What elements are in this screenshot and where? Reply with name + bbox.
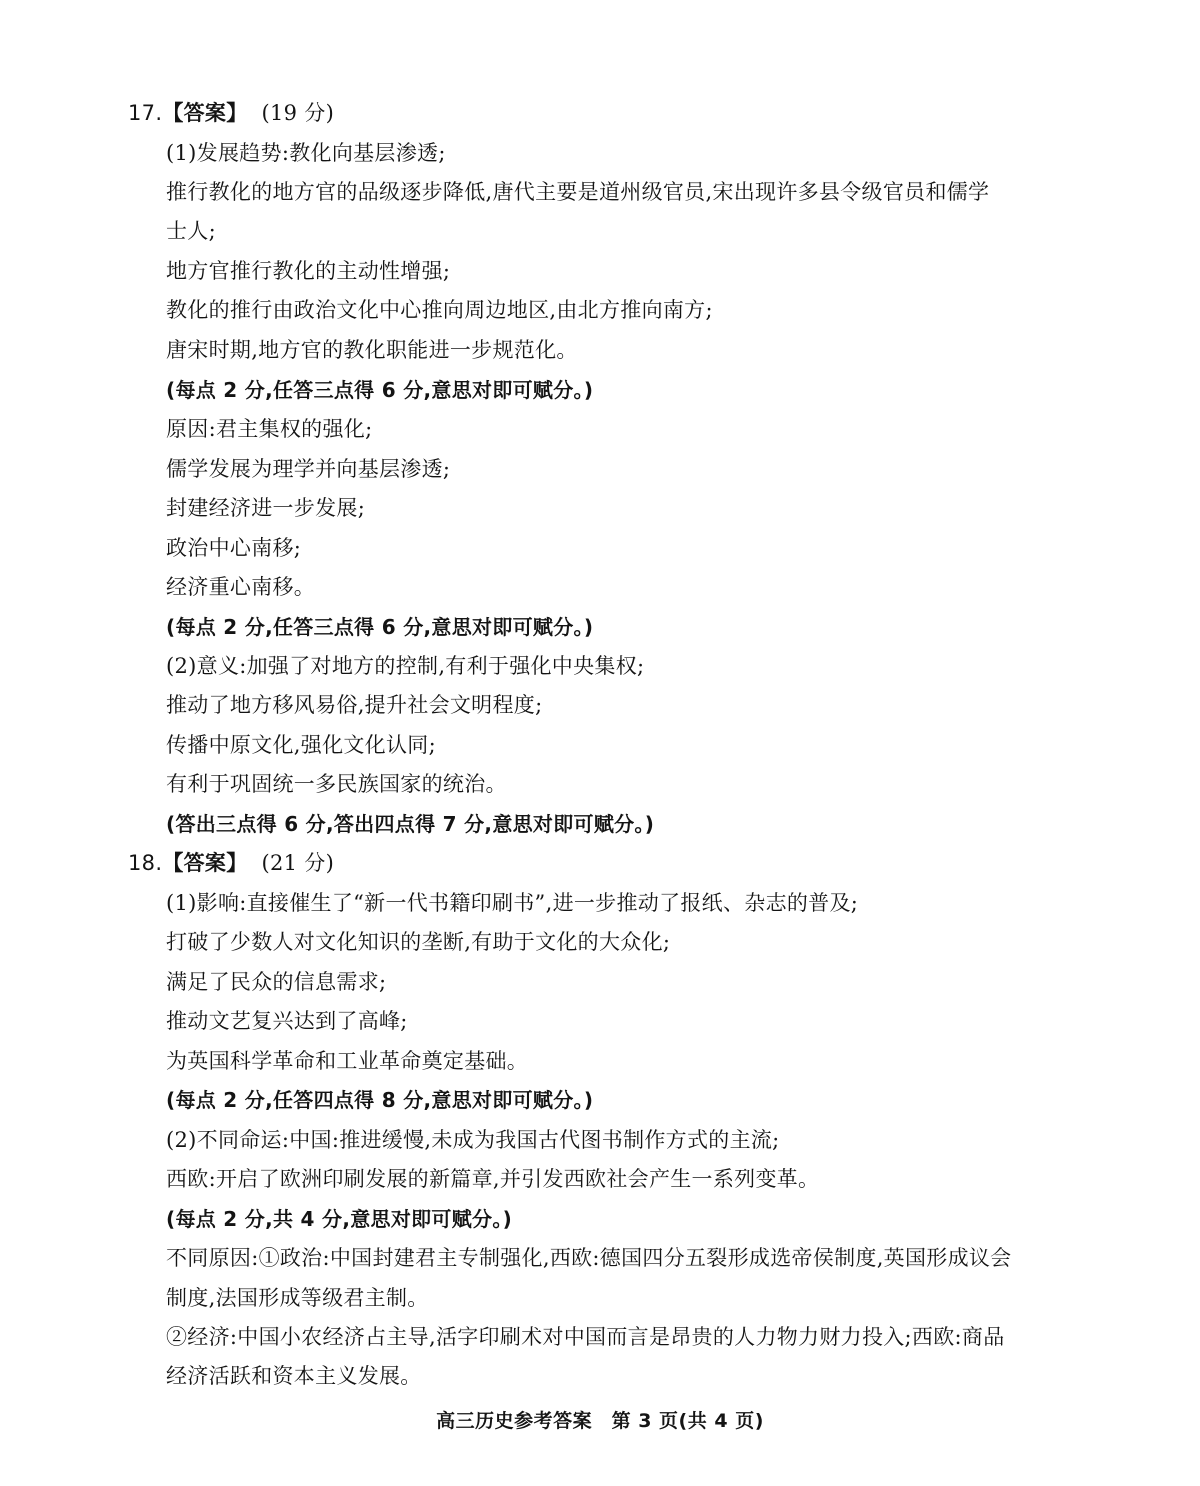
q17-line: (2)意义:加强了对地方的控制,有利于强化中央集权; xyxy=(166,654,645,678)
q18-number: 18. xyxy=(128,851,163,875)
q17-line: 经济重心南移。 xyxy=(166,575,316,599)
q17-scoring-note: (答出三点得 6 分,答出四点得 7 分,意思对即可赋分。) xyxy=(166,812,655,836)
q17-scoring-note: (每点 2 分,任答三点得 6 分,意思对即可赋分。) xyxy=(166,615,594,639)
q18-line: (2)不同命运:中国:推进缓慢,未成为我国古代图书制作方式的主流; xyxy=(166,1128,780,1152)
q17-number: 17. xyxy=(128,101,163,125)
q17-line: 地方官推行教化的主动性增强; xyxy=(166,259,451,283)
q17-points: (19 分) xyxy=(261,101,335,125)
q17-line: 政治中心南移; xyxy=(166,536,302,560)
q18-line: 经济活跃和资本主义发展。 xyxy=(166,1364,422,1388)
q18-points: (21 分) xyxy=(261,851,335,875)
q17-header xyxy=(128,100,1038,126)
q18-answer-label: 【答案】 xyxy=(162,851,248,875)
q18-header xyxy=(128,850,1038,876)
q18-line: 制度,法国形成等级君主制。 xyxy=(166,1286,429,1310)
q17-scoring-note: (每点 2 分,任答三点得 6 分,意思对即可赋分。) xyxy=(166,378,594,402)
q17-line: 有利于巩固统一多民族国家的统治。 xyxy=(166,772,507,796)
q18-line: 打破了少数人对文化知识的垄断,有助于文化的大众化; xyxy=(166,930,671,954)
q18-line: 不同原因:①政治:中国封建君主专制强化,西欧:德国四分五裂形成选帝侯制度,英国形成议会 xyxy=(166,1246,1012,1270)
q18-line: (1)影响:直接催生了“新一代书籍印刷书”,进一步推动了报纸、杂志的普及; xyxy=(166,891,859,915)
q17-line: 推动了地方移风易俗,提升社会文明程度; xyxy=(166,693,543,717)
q17-line: 唐宋时期,地方官的教化职能进一步规范化。 xyxy=(166,338,578,362)
q17-line: 原因:君主集权的强化; xyxy=(166,417,373,441)
q17-line: 封建经济进一步发展; xyxy=(166,496,366,520)
q18-scoring-note: (每点 2 分,任答四点得 8 分,意思对即可赋分。) xyxy=(166,1088,594,1112)
q18-line: 推动文艺复兴达到了高峰; xyxy=(166,1009,408,1033)
q17-answer-label: 【答案】 xyxy=(162,101,248,125)
page-footer: 高三历史参考答案 第 3 页(共 4 页) xyxy=(436,1410,764,1432)
q17-line: 士人; xyxy=(166,219,216,243)
q17-line: 传播中原文化,强化文化认同; xyxy=(166,733,436,757)
q17-line: 教化的推行由政治文化中心推向周边地区,由北方推向南方; xyxy=(166,298,713,322)
q18-line: 满足了民众的信息需求; xyxy=(166,970,387,994)
q18-line: 为英国科学革命和工业革命奠定基础。 xyxy=(166,1049,529,1073)
q18-line: ②经济:中国小农经济占主导,活字印刷术对中国而言是昂贵的人力物力财力投入;西欧:商品 xyxy=(166,1325,1005,1349)
q18-scoring-note: (每点 2 分,共 4 分,意思对即可赋分。) xyxy=(166,1207,513,1231)
q17-line: (1)发展趋势:教化向基层渗透; xyxy=(166,141,446,165)
q17-line: 推行教化的地方官的品级逐步降低,唐代主要是道州级官员,宋出现许多县令级官员和儒学 xyxy=(166,180,990,204)
q17-line: 儒学发展为理学并向基层渗透; xyxy=(166,457,451,481)
q18-line: 西欧:开启了欧洲印刷发展的新篇章,并引发西欧社会产生一系列变革。 xyxy=(166,1167,820,1191)
